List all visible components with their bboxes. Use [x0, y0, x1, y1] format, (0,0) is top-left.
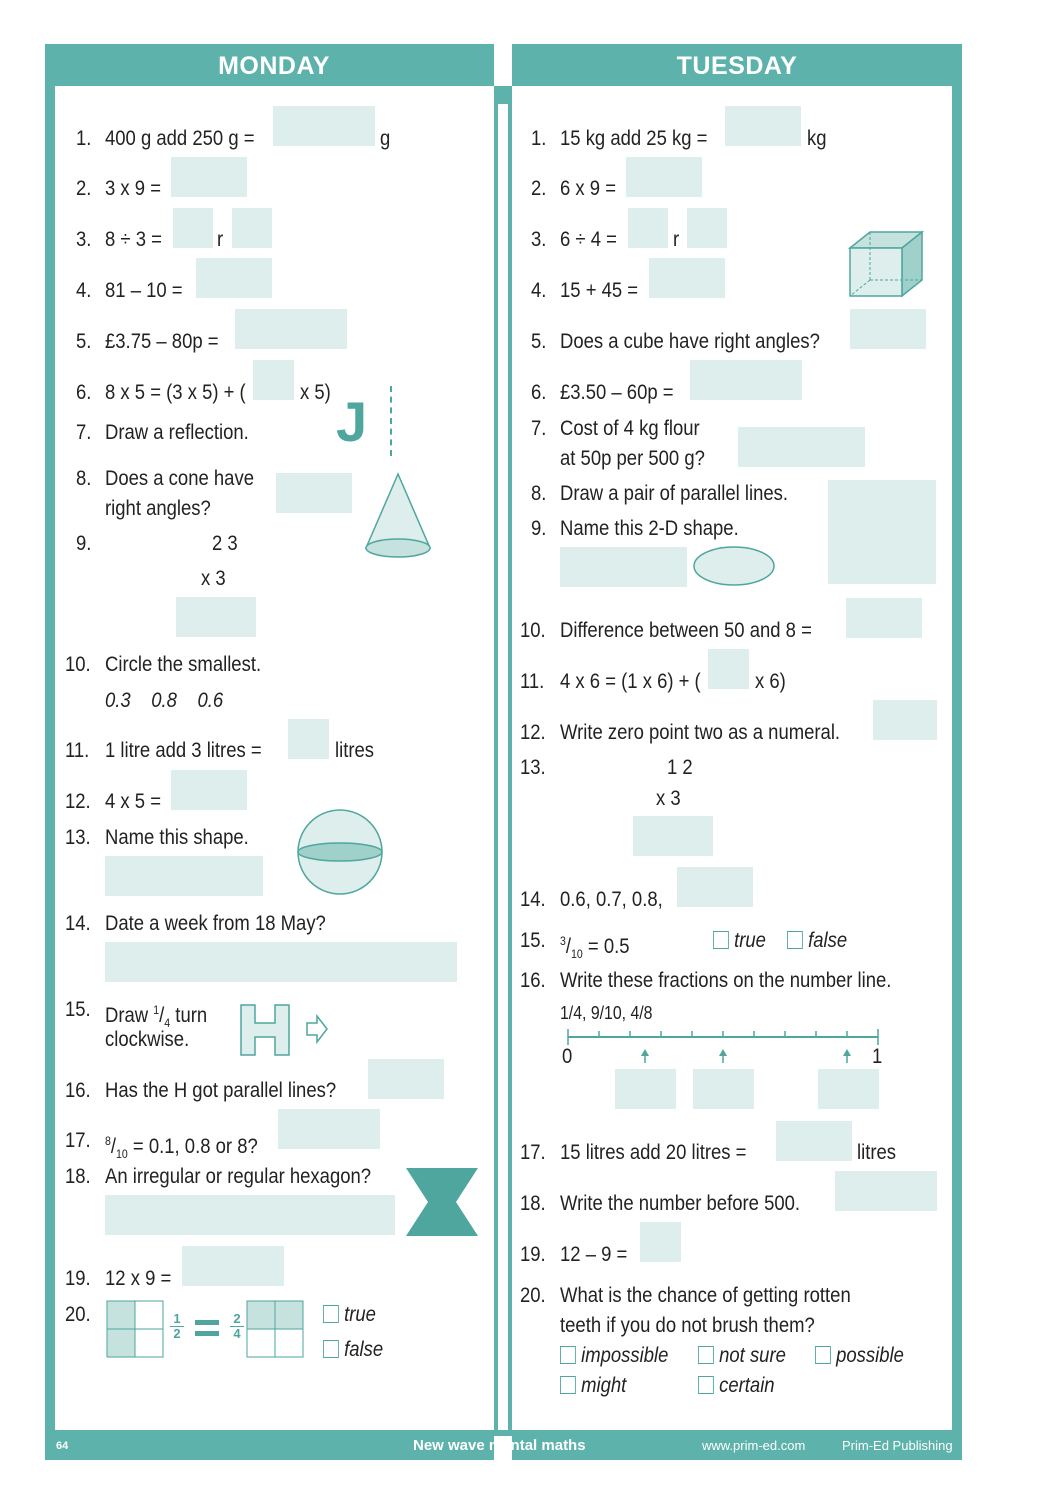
- sum-top: 2 3: [212, 532, 238, 555]
- question-text: 3 x 9 =: [105, 177, 162, 200]
- fraction-half: 1 2: [170, 1312, 184, 1341]
- unit-label: kg: [807, 127, 827, 150]
- number-line-start: 0: [562, 1045, 573, 1068]
- monday-header: MONDAY: [218, 52, 330, 80]
- remainder-box[interactable]: [687, 208, 727, 248]
- answer-box[interactable]: [626, 157, 702, 197]
- option-not-sure[interactable]: not sure: [698, 1343, 786, 1369]
- q-number: 8.: [76, 467, 92, 490]
- q-number: 13.: [520, 756, 546, 779]
- question-text: 0.6, 0.7, 0.8,: [560, 888, 663, 911]
- question-text: teeth if you do not brush them?: [560, 1314, 815, 1337]
- question-text: at 50p per 500 g?: [560, 447, 705, 470]
- q-number: 2.: [76, 177, 92, 200]
- answer-box[interactable]: [628, 208, 668, 248]
- question-text: Write zero point two as a numeral.: [560, 721, 841, 744]
- q-number: 4.: [531, 279, 547, 302]
- question-text: 15 kg add 25 kg =: [560, 127, 708, 150]
- question-text: An irregular or regular hexagon?: [105, 1165, 372, 1188]
- answer-box[interactable]: [615, 1069, 676, 1109]
- website-link[interactable]: www.prim-ed.com: [702, 1438, 806, 1453]
- question-text: Draw a pair of parallel lines.: [560, 482, 789, 505]
- q-number: 7.: [531, 417, 547, 440]
- question-text: Cost of 4 kg flour: [560, 417, 700, 440]
- q-number: 8.: [531, 482, 547, 505]
- answer-box[interactable]: [235, 309, 347, 349]
- question-text: £3.75 – 80p =: [105, 330, 219, 353]
- question-text: Does a cube have right angles?: [560, 330, 820, 353]
- q-number: 17.: [520, 1141, 546, 1164]
- sum-top: 1 2: [667, 756, 693, 779]
- q-number: 11.: [65, 739, 90, 762]
- question-text: Has the H got parallel lines?: [105, 1079, 337, 1102]
- cube-icon: [846, 228, 926, 298]
- option-false[interactable]: false: [323, 1337, 383, 1363]
- q-number: 3.: [76, 228, 92, 251]
- answer-box[interactable]: [776, 1121, 852, 1161]
- question-text: 6 x 9 =: [560, 177, 617, 200]
- fractions-list: 1/4, 9/10, 4/8: [560, 1003, 653, 1023]
- fraction-grid-quarters-icon: [246, 1300, 306, 1360]
- question-text: 6 ÷ 4 =: [560, 228, 617, 251]
- question-text: 400 g add 250 g =: [105, 127, 255, 150]
- q-number: 19.: [520, 1243, 546, 1266]
- checkbox-icon[interactable]: [698, 1376, 714, 1394]
- checkbox-icon[interactable]: [713, 931, 729, 949]
- option-true[interactable]: true: [323, 1302, 376, 1328]
- answer-box[interactable]: [850, 309, 926, 349]
- question-text: 15 + 45 =: [560, 279, 639, 302]
- question-text: 4 x 6 = (1 x 6) + (: [560, 670, 701, 693]
- drawing-box[interactable]: [828, 480, 936, 584]
- answer-box[interactable]: [105, 1195, 395, 1235]
- checkbox-icon[interactable]: [323, 1305, 339, 1323]
- page-number: 64: [56, 1440, 69, 1452]
- q-number: 16.: [520, 969, 546, 992]
- sum-bottom: x 3: [656, 787, 681, 810]
- question-text: Does a cone have: [105, 467, 254, 490]
- answer-box[interactable]: [276, 473, 352, 513]
- answer-box[interactable]: [182, 1246, 284, 1286]
- q-number: 2.: [531, 177, 547, 200]
- answer-box[interactable]: [105, 942, 457, 982]
- q-number: 6.: [76, 381, 92, 404]
- answer-box[interactable]: [273, 106, 375, 146]
- q-number: 14.: [65, 912, 91, 935]
- q-number: 10.: [520, 619, 546, 642]
- sphere-icon: [294, 808, 386, 896]
- question-text: Write the number before 500.: [560, 1192, 801, 1215]
- question-text: clockwise.: [105, 1028, 190, 1051]
- question-text: Draw a reflection.: [105, 421, 249, 444]
- answer-box[interactable]: [725, 106, 801, 146]
- q-number: 19.: [65, 1267, 91, 1290]
- question-text: 8 x 5 = (3 x 5) + (: [105, 381, 246, 404]
- answer-box[interactable]: [171, 157, 247, 197]
- option-impossible[interactable]: impossible: [560, 1343, 668, 1369]
- answer-box[interactable]: [818, 1069, 879, 1109]
- number-line-end: 1: [872, 1045, 883, 1068]
- unit-label: litres: [335, 739, 375, 762]
- fraction-grid-half-icon: [106, 1300, 166, 1360]
- remainder-box[interactable]: [232, 208, 272, 248]
- q-number: 20.: [65, 1303, 91, 1326]
- remainder-label: r: [673, 228, 680, 251]
- q-number: 12.: [65, 790, 91, 813]
- question-tail: x 6): [755, 670, 786, 693]
- answer-box[interactable]: [288, 719, 329, 759]
- q-number: 4.: [76, 279, 92, 302]
- q-number: 5.: [531, 330, 547, 353]
- q-number: 15.: [520, 929, 546, 952]
- q-number: 16.: [65, 1079, 91, 1102]
- answer-box[interactable]: [693, 1069, 754, 1109]
- checkbox-icon[interactable]: [560, 1346, 576, 1364]
- q-number: 20.: [520, 1284, 546, 1307]
- q-number: 15.: [65, 998, 91, 1021]
- q-number: 9.: [76, 532, 92, 555]
- tuesday-header: TUESDAY: [676, 52, 798, 80]
- letter-h-icon: [238, 1002, 294, 1058]
- question-text: $^3/_{10} = 0.5$: [560, 934, 630, 962]
- question-text: 8 ÷ 3 =: [105, 228, 162, 251]
- arrow-right-icon: [305, 1014, 329, 1044]
- book-title: New wave mental maths: [413, 1437, 586, 1454]
- question-text: What is the chance of getting rotten: [560, 1284, 851, 1307]
- q-number: 10.: [65, 653, 91, 676]
- question-tail: x 5): [300, 381, 331, 404]
- answer-box[interactable]: [846, 598, 922, 638]
- oval-icon: [692, 545, 776, 587]
- q-number: 13.: [65, 826, 91, 849]
- q-number: 6.: [531, 381, 547, 404]
- answer-box[interactable]: [560, 547, 687, 587]
- q-number: 7.: [76, 421, 92, 444]
- question-text: Difference between 50 and 8 =: [560, 619, 812, 642]
- option-certain[interactable]: certain: [698, 1373, 775, 1399]
- q-number: 1.: [531, 127, 547, 150]
- answer-box[interactable]: [278, 1109, 380, 1149]
- option-possible[interactable]: possible: [815, 1343, 904, 1369]
- option-true[interactable]: true: [713, 928, 766, 954]
- answer-box[interactable]: [173, 208, 213, 248]
- question-text: right angles?: [105, 497, 211, 520]
- option-false[interactable]: false: [787, 928, 847, 954]
- q-number: 5.: [76, 330, 92, 353]
- answer-box[interactable]: [835, 1171, 937, 1211]
- answer-box[interactable]: [873, 700, 937, 740]
- question-text: 81 – 10 =: [105, 279, 183, 302]
- answer-box[interactable]: [708, 649, 749, 689]
- reflection-letter: J: [336, 390, 368, 453]
- equals-sign: [195, 1320, 219, 1325]
- option-might[interactable]: might: [560, 1373, 626, 1399]
- question-text: Circle the smallest.: [105, 653, 262, 676]
- question-text: 1 litre add 3 litres =: [105, 739, 262, 762]
- unit-label: litres: [857, 1141, 897, 1164]
- question-text: Name this shape.: [105, 826, 249, 849]
- answer-box[interactable]: [677, 867, 753, 907]
- answer-box[interactable]: [171, 770, 247, 810]
- question-text: $^8/_{10} = 0.1$, 0.8 or 8?: [105, 1134, 258, 1162]
- question-text: £3.50 – 60p =: [560, 381, 674, 404]
- q-number: 14.: [520, 888, 546, 911]
- question-text: 15 litres add 20 litres =: [560, 1141, 747, 1164]
- fraction-two-quarters: 2 4: [230, 1312, 244, 1341]
- answer-box[interactable]: [105, 856, 263, 896]
- unit-label: g: [380, 127, 391, 150]
- answer-box[interactable]: [176, 597, 256, 637]
- question-text: 12 – 9 =: [560, 1243, 628, 1266]
- q-number: 18.: [520, 1192, 546, 1215]
- options-text[interactable]: 0.3 0.8 0.6: [105, 689, 224, 712]
- hexagon-icon: [404, 1166, 480, 1238]
- cone-icon: [362, 470, 434, 562]
- answer-box[interactable]: [196, 258, 272, 298]
- answer-box[interactable]: [690, 360, 802, 400]
- checkbox-icon[interactable]: [323, 1340, 339, 1358]
- q-number: 11.: [520, 670, 545, 693]
- q-number: 17.: [65, 1129, 91, 1152]
- q-number: 18.: [65, 1165, 91, 1188]
- question-text: Draw $^1/_4$ turn: [105, 1003, 208, 1031]
- number-line: [560, 1025, 886, 1065]
- answer-box[interactable]: [640, 1222, 681, 1262]
- checkbox-icon[interactable]: [787, 931, 803, 949]
- q-number: 12.: [520, 721, 546, 744]
- answer-box[interactable]: [368, 1059, 444, 1099]
- checkbox-icon[interactable]: [698, 1346, 714, 1364]
- q-number: 3.: [531, 228, 547, 251]
- question-text: 4 x 5 =: [105, 790, 162, 813]
- answer-box[interactable]: [738, 427, 865, 467]
- answer-box[interactable]: [253, 360, 294, 400]
- question-text: Write these fractions on the number line.: [560, 969, 892, 992]
- question-text: 12 x 9 =: [105, 1267, 172, 1290]
- q-number: 9.: [531, 517, 547, 540]
- publisher-name: Prim-Ed Publishing: [842, 1438, 953, 1453]
- checkbox-icon[interactable]: [560, 1376, 576, 1394]
- q-number: 1.: [76, 127, 92, 150]
- answer-box[interactable]: [649, 258, 725, 298]
- remainder-label: r: [217, 228, 224, 251]
- sum-bottom: x 3: [201, 567, 226, 590]
- mirror-line: [390, 386, 392, 456]
- question-text: Name this 2-D shape.: [560, 517, 739, 540]
- answer-box[interactable]: [633, 816, 713, 856]
- checkbox-icon[interactable]: [815, 1346, 831, 1364]
- question-text: Date a week from 18 May?: [105, 912, 326, 935]
